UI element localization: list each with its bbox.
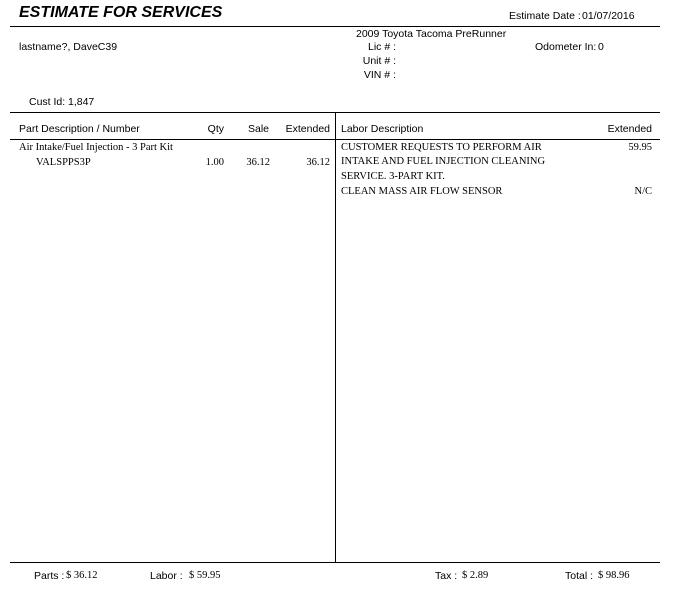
labor-total-value: $ 59.95 xyxy=(189,570,221,581)
grand-total-value: $ 98.96 xyxy=(598,570,630,581)
grand-total-label: Total : xyxy=(565,570,594,582)
part-extended: 36.12 xyxy=(306,157,330,168)
labor-line: INTAKE AND FUEL INJECTION CLEANING xyxy=(341,156,546,167)
part-sale: 36.12 xyxy=(246,157,270,168)
parts-total-label: Parts : xyxy=(34,570,65,582)
parts-header-extended: Extended xyxy=(285,123,330,135)
part-number: VALSPPS3P xyxy=(36,157,91,168)
labor-total-label: Labor : xyxy=(150,570,183,582)
labor-line: CLEAN MASS AIR FLOW SENSOR xyxy=(341,186,503,197)
cust-id-label: Cust Id: xyxy=(29,96,66,108)
table-bottom-rule xyxy=(10,562,660,563)
estimate-date: 01/07/2016 xyxy=(582,10,635,22)
cust-id-value: 1,847 xyxy=(68,96,95,108)
vin-label: VIN # : xyxy=(363,69,396,81)
labor-line-amount: N/C xyxy=(634,186,652,197)
customer-name: lastname?, DaveC39 xyxy=(19,41,118,53)
document-title: ESTIMATE FOR SERVICES xyxy=(19,4,223,21)
labor-header-description: Labor Description xyxy=(341,123,424,135)
parts-header-description: Part Description / Number xyxy=(19,123,140,135)
vehicle-description: 2009 Toyota Tacoma PreRunner xyxy=(356,28,507,40)
header-rule xyxy=(10,26,660,27)
parts-header-qty: Qty xyxy=(207,123,224,135)
tax-value: $ 2.89 xyxy=(462,570,489,581)
part-qty: 1.00 xyxy=(205,157,224,168)
labor-line: CUSTOMER REQUESTS TO PERFORM AIR xyxy=(341,142,542,153)
tax-label: Tax : xyxy=(435,570,458,582)
part-description: Air Intake/Fuel Injection - 3 Part Kit xyxy=(19,142,173,153)
unit-label: Unit # : xyxy=(362,55,396,67)
column-divider xyxy=(335,112,336,562)
lic-label: Lic # : xyxy=(367,41,396,53)
parts-header-sale: Sale xyxy=(247,123,269,135)
odometer-label: Odometer In: xyxy=(535,41,597,53)
labor-line-amount: 59.95 xyxy=(628,142,652,153)
estimate-date-label: Estimate Date : xyxy=(509,10,581,22)
parts-total-value: $ 36.12 xyxy=(66,570,98,581)
labor-header-extended: Extended xyxy=(607,123,652,135)
odometer-value: 0 xyxy=(598,41,604,53)
labor-line: SERVICE. 3-PART KIT. xyxy=(341,171,445,182)
